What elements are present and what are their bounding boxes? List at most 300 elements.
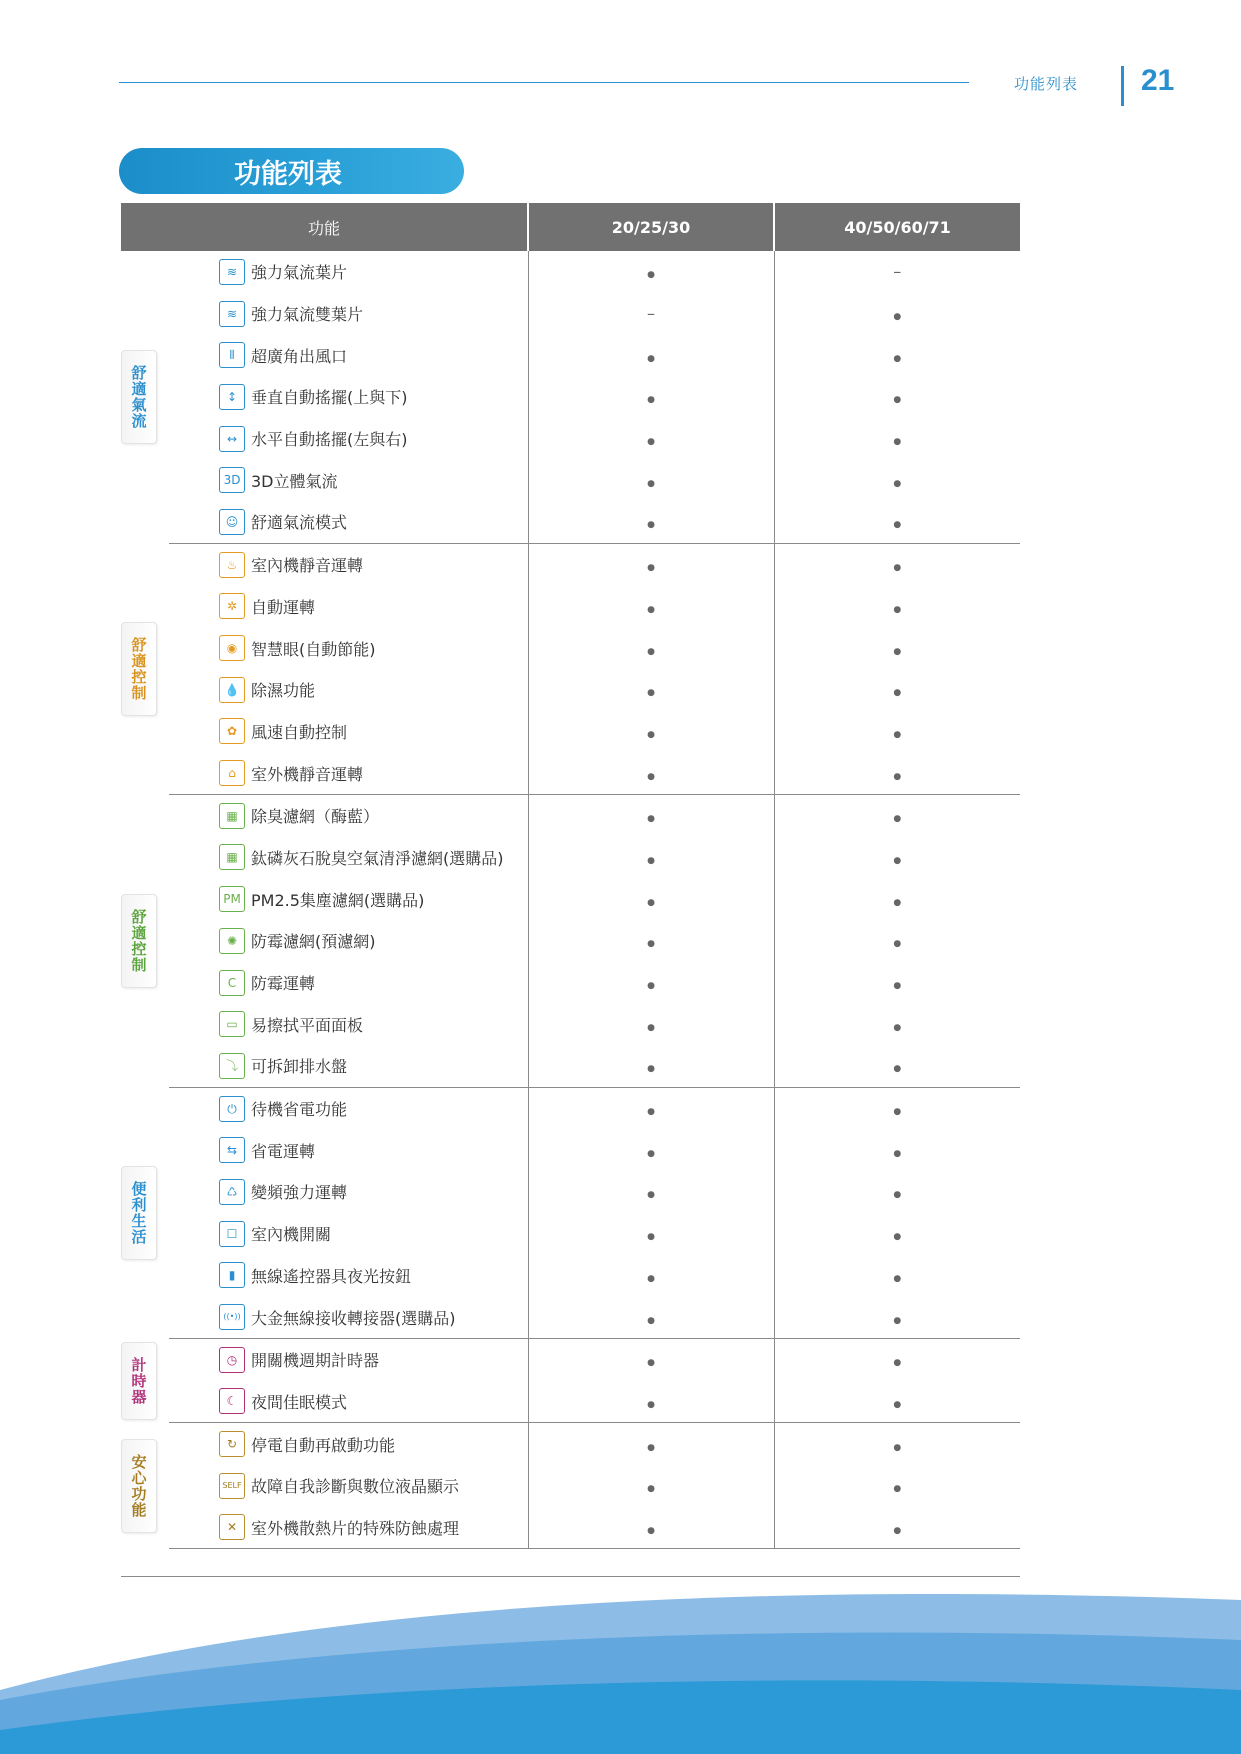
feature-cell bbox=[169, 1296, 528, 1338]
availability-cell-large bbox=[774, 251, 1020, 293]
icon-glyph: PM bbox=[223, 892, 241, 907]
table-row bbox=[121, 752, 1020, 794]
feature-name: 防霉濾網(預濾網) bbox=[251, 932, 376, 952]
page-number: 21 bbox=[1141, 64, 1175, 97]
icon-glyph: ▦ bbox=[226, 850, 238, 865]
availability-cell-small bbox=[528, 1423, 774, 1465]
availability-cell-small bbox=[528, 376, 774, 418]
feature-wrap bbox=[169, 635, 528, 661]
feature-wrap bbox=[169, 1473, 528, 1499]
availability-mark: ● bbox=[647, 520, 655, 531]
feature-name: 故障自我診斷與數位液晶顯示 bbox=[251, 1477, 460, 1497]
table-row bbox=[121, 1087, 1020, 1129]
availability-mark: ● bbox=[893, 855, 902, 866]
icon-glyph: ▭ bbox=[226, 1017, 238, 1032]
table-row bbox=[121, 962, 1020, 1004]
standby-icon bbox=[219, 1096, 245, 1122]
feature-name: 鈦磷灰石脫臭空氣清淨濾網(選購品) bbox=[251, 848, 504, 868]
feature-name: 防霉運轉 bbox=[251, 974, 316, 994]
availability-cell-large bbox=[774, 543, 1020, 585]
availability-mark: ● bbox=[647, 1064, 655, 1075]
availability-mark: ● bbox=[647, 395, 655, 406]
icon-glyph: ♨ bbox=[226, 557, 238, 572]
dehumidify-icon bbox=[219, 677, 245, 703]
table-header-row bbox=[121, 203, 1020, 251]
table-bottom-rule bbox=[121, 1576, 1020, 1577]
availability-cell-small bbox=[528, 794, 774, 836]
feature-wrap bbox=[169, 1221, 528, 1247]
availability-mark: ● bbox=[893, 646, 902, 657]
table-row bbox=[121, 334, 1020, 376]
feature-wrap bbox=[169, 384, 528, 410]
availability-cell-small bbox=[528, 293, 774, 335]
feature-name: 省電運轉 bbox=[251, 1141, 316, 1161]
icon-glyph: ▮ bbox=[228, 1268, 236, 1283]
availability-mark: ● bbox=[647, 981, 655, 992]
feature-wrap bbox=[169, 1011, 528, 1037]
availability-mark: ● bbox=[893, 729, 902, 740]
feature-cell bbox=[169, 1507, 528, 1549]
availability-cell-large bbox=[774, 586, 1020, 628]
icon-glyph: ⤵ bbox=[225, 1058, 238, 1073]
wireless-adapter-icon bbox=[219, 1304, 245, 1330]
availability-cell-large bbox=[774, 752, 1020, 794]
feature-wrap bbox=[169, 1262, 528, 1288]
feature-cell bbox=[169, 1255, 528, 1297]
feature-name: 室內機開關 bbox=[251, 1225, 332, 1245]
weekly-timer-icon bbox=[219, 1347, 245, 1373]
feature-wrap bbox=[169, 593, 528, 619]
feature-name: 室外機散熱片的特殊防蝕處理 bbox=[251, 1518, 460, 1538]
feature-name: 垂直自動搖擺(上與下) bbox=[251, 388, 408, 408]
icon-glyph: ✺ bbox=[226, 933, 238, 948]
decorative-wave-footer bbox=[0, 1580, 1241, 1754]
column-header-models-large: 40/50/60/71 bbox=[774, 203, 1020, 251]
group-label: 舒適控制 bbox=[129, 636, 148, 701]
feature-wrap bbox=[169, 1179, 528, 1205]
power-airflow-icon bbox=[219, 259, 245, 285]
feature-cell bbox=[169, 459, 528, 501]
feature-wrap bbox=[169, 1347, 528, 1373]
availability-cell-large bbox=[774, 1003, 1020, 1045]
group-label-box bbox=[121, 1439, 157, 1533]
icon-glyph: ◷ bbox=[226, 1352, 238, 1367]
table-row bbox=[121, 1171, 1020, 1213]
table-row bbox=[121, 1381, 1020, 1423]
availability-cell-large bbox=[774, 962, 1020, 1004]
icon-glyph: ▦ bbox=[226, 808, 238, 823]
availability-mark: ● bbox=[647, 1273, 655, 1284]
availability-cell-small bbox=[528, 1213, 774, 1255]
group-label: 計時器 bbox=[129, 1356, 148, 1405]
feature-name: 易擦拭平面面板 bbox=[251, 1015, 364, 1035]
feature-cell bbox=[169, 1381, 528, 1423]
availability-mark: ● bbox=[647, 939, 655, 950]
availability-cell-small bbox=[528, 711, 774, 753]
table-row bbox=[121, 920, 1020, 962]
table-row bbox=[121, 1296, 1020, 1338]
icon-glyph: ↔ bbox=[226, 431, 238, 446]
availability-mark: ● bbox=[647, 1022, 655, 1033]
icon-glyph: ♺ bbox=[226, 1184, 238, 1199]
availability-mark: ● bbox=[647, 353, 655, 364]
availability-cell-small bbox=[528, 418, 774, 460]
table-row bbox=[121, 794, 1020, 836]
feature-cell bbox=[169, 669, 528, 711]
group-label-box bbox=[121, 622, 157, 716]
feature-wrap bbox=[169, 301, 528, 327]
availability-cell-small bbox=[528, 1171, 774, 1213]
auto-operation-icon bbox=[219, 593, 245, 619]
availability-mark: ● bbox=[893, 312, 902, 323]
table-row bbox=[121, 1465, 1020, 1507]
table-row bbox=[121, 711, 1020, 753]
feature-name: 強力氣流葉片 bbox=[251, 263, 348, 283]
availability-mark: ● bbox=[647, 688, 655, 699]
availability-cell-small bbox=[528, 543, 774, 585]
feature-cell bbox=[169, 752, 528, 794]
3d-airflow-icon bbox=[219, 467, 245, 493]
availability-mark: ● bbox=[647, 1484, 655, 1495]
feature-wrap bbox=[169, 1304, 528, 1330]
vertical-swing-icon bbox=[219, 384, 245, 410]
night-sleep-icon bbox=[219, 1388, 245, 1414]
intelligent-eye-icon bbox=[219, 635, 245, 661]
availability-mark: ● bbox=[647, 1358, 655, 1369]
flat-panel-icon bbox=[219, 1011, 245, 1037]
availability-mark: ● bbox=[893, 563, 902, 574]
availability-cell-large bbox=[774, 418, 1020, 460]
remote-control-icon bbox=[219, 1262, 245, 1288]
availability-cell-large bbox=[774, 1423, 1020, 1465]
feature-wrap bbox=[169, 467, 528, 493]
feature-name: 待機省電功能 bbox=[251, 1100, 348, 1120]
availability-cell-large bbox=[774, 334, 1020, 376]
feature-wrap bbox=[169, 844, 528, 870]
availability-cell-small bbox=[528, 1129, 774, 1171]
availability-cell-large bbox=[774, 1255, 1020, 1297]
availability-cell-small bbox=[528, 1003, 774, 1045]
icon-glyph: ⇆ bbox=[226, 1143, 238, 1158]
icon-glyph: ((•)) bbox=[223, 1312, 241, 1322]
feature-name: 停電自動再啟動功能 bbox=[251, 1435, 396, 1455]
feature-cell bbox=[169, 1129, 528, 1171]
feature-table bbox=[121, 203, 1020, 1549]
feature-name: 舒適氣流模式 bbox=[251, 513, 348, 533]
drain-pan-icon bbox=[219, 1053, 245, 1079]
icon-glyph: ✕ bbox=[226, 1520, 238, 1535]
feature-name: 除臭濾網（酶藍） bbox=[251, 807, 380, 827]
availability-cell-large bbox=[774, 794, 1020, 836]
group-label: 舒適氣流 bbox=[129, 365, 148, 430]
table-row bbox=[121, 459, 1020, 501]
feature-cell bbox=[169, 586, 528, 628]
availability-mark: ● bbox=[647, 814, 655, 825]
mold-proof-filter-icon bbox=[219, 928, 245, 954]
availability-cell-small bbox=[528, 837, 774, 879]
table-row bbox=[121, 293, 1020, 335]
availability-cell-large bbox=[774, 1507, 1020, 1549]
group-cell bbox=[121, 1423, 169, 1549]
group-label-box bbox=[121, 350, 157, 444]
table-row bbox=[121, 669, 1020, 711]
feature-cell bbox=[169, 501, 528, 543]
availability-mark: ● bbox=[893, 437, 902, 448]
feature-cell bbox=[169, 711, 528, 753]
availability-cell-large bbox=[774, 1087, 1020, 1129]
availability-cell-small bbox=[528, 878, 774, 920]
availability-mark: ● bbox=[893, 1484, 902, 1495]
comfort-airflow-icon bbox=[219, 509, 245, 535]
header-separator bbox=[1121, 66, 1124, 106]
availability-mark: ● bbox=[647, 1148, 655, 1159]
availability-mark: ● bbox=[647, 270, 655, 281]
feature-name: 水平自動搖擺(左與右) bbox=[251, 430, 408, 450]
availability-mark: ● bbox=[893, 1525, 902, 1536]
availability-mark: ● bbox=[893, 1273, 902, 1284]
feature-cell bbox=[169, 251, 528, 293]
icon-glyph: ✿ bbox=[226, 724, 238, 739]
feature-cell bbox=[169, 1423, 528, 1465]
group-label: 舒適控制 bbox=[129, 908, 148, 973]
feature-wrap bbox=[169, 970, 528, 996]
availability-cell-large bbox=[774, 1338, 1020, 1380]
auto-fan-speed-icon bbox=[219, 718, 245, 744]
feature-cell bbox=[169, 1338, 528, 1380]
availability-cell-small bbox=[528, 1087, 774, 1129]
feature-wrap bbox=[169, 1137, 528, 1163]
feature-cell bbox=[169, 293, 528, 335]
availability-mark: ● bbox=[647, 729, 655, 740]
feature-name: 無線遙控器具夜光按鈕 bbox=[251, 1266, 412, 1286]
table-row bbox=[121, 418, 1020, 460]
icon-glyph: ☾ bbox=[226, 1394, 238, 1409]
availability-mark: ● bbox=[647, 1190, 655, 1201]
availability-cell-large bbox=[774, 1045, 1020, 1087]
availability-mark: ● bbox=[647, 855, 655, 866]
icon-glyph: ↻ bbox=[226, 1437, 238, 1452]
icon-glyph: ☐ bbox=[226, 1226, 238, 1241]
feature-wrap bbox=[169, 886, 528, 912]
group-label: 安心功能 bbox=[129, 1453, 148, 1518]
feature-name: 夜間佳眠模式 bbox=[251, 1392, 348, 1412]
table-row bbox=[121, 1129, 1020, 1171]
availability-cell-large bbox=[774, 1381, 1020, 1423]
feature-wrap bbox=[169, 1053, 528, 1079]
icon-glyph: C bbox=[227, 975, 237, 990]
availability-mark: ● bbox=[647, 897, 655, 908]
feature-cell bbox=[169, 837, 528, 879]
availability-cell-small bbox=[528, 752, 774, 794]
feature-cell bbox=[169, 376, 528, 418]
availability-cell-small bbox=[528, 1507, 774, 1549]
feature-wrap bbox=[169, 259, 528, 285]
feature-wrap bbox=[169, 718, 528, 744]
availability-mark: ● bbox=[893, 1022, 902, 1033]
availability-mark: ● bbox=[893, 1232, 902, 1243]
feature-wrap bbox=[169, 552, 528, 578]
horizontal-swing-icon bbox=[219, 426, 245, 452]
availability-mark: ● bbox=[893, 771, 902, 782]
power-dual-icon bbox=[219, 301, 245, 327]
table-row bbox=[121, 1003, 1020, 1045]
table-row bbox=[121, 1045, 1020, 1087]
availability-cell-large bbox=[774, 1296, 1020, 1338]
icon-glyph: ☺ bbox=[225, 514, 239, 529]
feature-name: 可拆卸排水盤 bbox=[251, 1057, 348, 1077]
icon-glyph: ↕ bbox=[226, 389, 238, 404]
feature-cell bbox=[169, 334, 528, 376]
availability-mark: ● bbox=[893, 478, 902, 489]
availability-mark: ● bbox=[893, 1358, 902, 1369]
availability-cell-small bbox=[528, 1296, 774, 1338]
group-label-box bbox=[121, 1342, 157, 1420]
availability-mark: ● bbox=[647, 771, 655, 782]
availability-mark: ● bbox=[647, 478, 655, 489]
header-rule bbox=[119, 82, 969, 83]
feature-cell bbox=[169, 1087, 528, 1129]
availability-mark: – bbox=[893, 262, 902, 282]
availability-mark: ● bbox=[647, 1232, 655, 1243]
feature-wrap bbox=[169, 1388, 528, 1414]
availability-cell-small bbox=[528, 1338, 774, 1380]
availability-cell-small bbox=[528, 669, 774, 711]
availability-mark: ● bbox=[647, 1442, 655, 1453]
availability-cell-large bbox=[774, 920, 1020, 962]
availability-mark: ● bbox=[893, 981, 902, 992]
availability-cell-small bbox=[528, 251, 774, 293]
availability-mark: ● bbox=[647, 1525, 655, 1536]
table-row bbox=[121, 376, 1020, 418]
table-row bbox=[121, 251, 1020, 293]
availability-mark: ● bbox=[647, 1399, 655, 1410]
feature-wrap bbox=[169, 342, 528, 368]
availability-cell-large bbox=[774, 1465, 1020, 1507]
availability-cell-large bbox=[774, 1129, 1020, 1171]
table-row bbox=[121, 1213, 1020, 1255]
availability-cell-small bbox=[528, 1255, 774, 1297]
table-row bbox=[121, 543, 1020, 585]
availability-cell-large bbox=[774, 627, 1020, 669]
feature-wrap bbox=[169, 1096, 528, 1122]
group-label-box bbox=[121, 1166, 157, 1260]
feature-name: 室內機靜音運轉 bbox=[251, 556, 364, 576]
availability-mark: ● bbox=[893, 1442, 902, 1453]
table-row bbox=[121, 1423, 1020, 1465]
icon-glyph: ⦀ bbox=[229, 348, 235, 363]
indoor-quiet-icon bbox=[219, 552, 245, 578]
availability-cell-small bbox=[528, 459, 774, 501]
availability-cell-large bbox=[774, 1213, 1020, 1255]
table-row bbox=[121, 586, 1020, 628]
availability-cell-large bbox=[774, 1171, 1020, 1213]
availability-cell-large bbox=[774, 501, 1020, 543]
feature-cell bbox=[169, 418, 528, 460]
availability-mark: ● bbox=[647, 437, 655, 448]
group-label-box bbox=[121, 894, 157, 988]
feature-wrap bbox=[169, 1514, 528, 1540]
availability-cell-large bbox=[774, 459, 1020, 501]
table-row bbox=[121, 837, 1020, 879]
group-cell bbox=[121, 1338, 169, 1422]
mold-proof-operation-icon bbox=[219, 970, 245, 996]
availability-cell-small bbox=[528, 1381, 774, 1423]
feature-name: 風速自動控制 bbox=[251, 722, 348, 742]
feature-wrap bbox=[169, 677, 528, 703]
feature-wrap bbox=[169, 509, 528, 535]
header-title: 功能列表 bbox=[1014, 75, 1079, 93]
wide-angle-icon bbox=[219, 342, 245, 368]
feature-cell bbox=[169, 1045, 528, 1087]
icon-glyph: SELF bbox=[222, 1480, 242, 1490]
feature-cell bbox=[169, 878, 528, 920]
feature-name: 強力氣流雙葉片 bbox=[251, 305, 364, 325]
titanium-filter-icon bbox=[219, 844, 245, 870]
availability-mark: ● bbox=[647, 1315, 655, 1326]
feature-name: 開關機週期計時器 bbox=[251, 1351, 380, 1371]
availability-mark: ● bbox=[893, 604, 902, 615]
availability-cell-small bbox=[528, 1045, 774, 1087]
feature-cell bbox=[169, 1003, 528, 1045]
group-cell bbox=[121, 794, 169, 1087]
availability-cell-large bbox=[774, 711, 1020, 753]
group-cell bbox=[121, 251, 169, 543]
group-label: 便利生活 bbox=[129, 1180, 148, 1245]
availability-mark: ● bbox=[893, 897, 902, 908]
feature-name: 室外機靜音運轉 bbox=[251, 764, 364, 784]
group-cell bbox=[121, 1087, 169, 1338]
availability-mark: ● bbox=[893, 1148, 902, 1159]
availability-cell-large bbox=[774, 837, 1020, 879]
availability-cell-small bbox=[528, 920, 774, 962]
self-diagnosis-icon bbox=[219, 1473, 245, 1499]
table-row bbox=[121, 501, 1020, 543]
icon-glyph: ✲ bbox=[226, 599, 238, 614]
outdoor-quiet-icon bbox=[219, 760, 245, 786]
feature-name: 智慧眼(自動節能) bbox=[251, 639, 376, 659]
section-title: 功能列表 bbox=[234, 159, 342, 190]
availability-mark: ● bbox=[893, 1315, 902, 1326]
availability-cell-large bbox=[774, 376, 1020, 418]
availability-mark: ● bbox=[893, 353, 902, 364]
feature-wrap bbox=[169, 928, 528, 954]
feature-wrap bbox=[169, 803, 528, 829]
availability-mark: ● bbox=[893, 1064, 902, 1075]
column-header-models-small: 20/25/30 bbox=[528, 203, 774, 251]
feature-name: 3D立體氣流 bbox=[251, 471, 338, 491]
feature-name: 自動運轉 bbox=[251, 597, 316, 617]
feature-cell bbox=[169, 627, 528, 669]
feature-name: 除濕功能 bbox=[251, 681, 316, 701]
group-cell bbox=[121, 543, 169, 794]
inverter-powerful-icon bbox=[219, 1179, 245, 1205]
feature-cell bbox=[169, 1465, 528, 1507]
icon-glyph: 💧 bbox=[224, 682, 240, 697]
table-row bbox=[121, 627, 1020, 669]
availability-cell-small bbox=[528, 1465, 774, 1507]
table-row bbox=[121, 878, 1020, 920]
column-header-feature: 功能 bbox=[121, 203, 528, 251]
feature-name: PM2.5集塵濾網(選購品) bbox=[251, 890, 425, 910]
pm25-filter-icon bbox=[219, 886, 245, 912]
feature-cell bbox=[169, 962, 528, 1004]
availability-mark: ● bbox=[893, 520, 902, 531]
icon-glyph: ⌂ bbox=[228, 766, 236, 781]
table-row bbox=[121, 1338, 1020, 1380]
availability-cell-large bbox=[774, 878, 1020, 920]
deodorizing-filter-icon bbox=[219, 803, 245, 829]
availability-cell-small bbox=[528, 334, 774, 376]
